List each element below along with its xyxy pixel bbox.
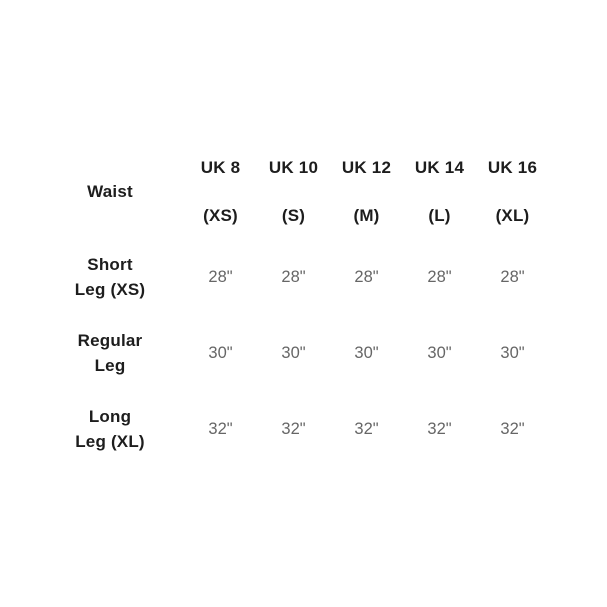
- inseam-value: 30": [281, 343, 306, 362]
- value-cell-long-uk10: [257, 391, 330, 467]
- inseam-value: 28": [281, 267, 306, 286]
- inseam-value: 32": [354, 419, 379, 438]
- row-label-line1: Short: [87, 255, 133, 274]
- inseam-value: 28": [500, 267, 525, 286]
- column-header-uk14: [403, 145, 476, 239]
- size-label: UK 14: [414, 158, 465, 177]
- value-cell-long-uk14: [403, 391, 476, 467]
- row-label-line2: Leg: [94, 356, 126, 375]
- inseam-value: 30": [427, 343, 452, 362]
- value-cell-regular-uk8: [184, 315, 257, 391]
- fit-label: (M): [353, 206, 380, 225]
- size-label: UK 10: [268, 158, 319, 177]
- inseam-value: 32": [281, 419, 306, 438]
- size-label: UK 12: [341, 158, 392, 177]
- inseam-value: 32": [427, 419, 452, 438]
- fit-label: (XS): [203, 206, 238, 225]
- inseam-value: 30": [500, 343, 525, 362]
- inseam-value: 28": [208, 267, 233, 286]
- value-cell-regular-uk14: [403, 315, 476, 391]
- corner-header-waist: [36, 145, 184, 239]
- inseam-value: 28": [427, 267, 452, 286]
- value-cell-long-uk8: [184, 391, 257, 467]
- value-cell-regular-uk10: [257, 315, 330, 391]
- row-label-line2: Leg (XS): [74, 280, 146, 299]
- size-chart-table: [36, 145, 549, 467]
- column-header-uk12: [330, 145, 403, 239]
- column-header-uk10: [257, 145, 330, 239]
- inseam-value: 30": [208, 343, 233, 362]
- value-cell-regular-uk16: [476, 315, 549, 391]
- value-cell-long-uk16: [476, 391, 549, 467]
- inseam-value: 32": [500, 419, 525, 438]
- column-header-uk8: [184, 145, 257, 239]
- row-label-regular-leg: [36, 315, 184, 391]
- inseam-value: 32": [208, 419, 233, 438]
- value-cell-long-uk12: [330, 391, 403, 467]
- row-label-line2: Leg (XL): [75, 432, 145, 451]
- waist-label: Waist: [87, 182, 133, 201]
- value-cell-regular-uk12: [330, 315, 403, 391]
- fit-label: (L): [428, 206, 451, 225]
- row-label-line1: Long: [88, 407, 132, 426]
- column-header-uk16: [476, 145, 549, 239]
- row-label-short-leg: [36, 239, 184, 315]
- value-cell-short-uk8: [184, 239, 257, 315]
- value-cell-short-uk12: [330, 239, 403, 315]
- inseam-value: 30": [354, 343, 379, 362]
- row-label-line1: Regular: [77, 331, 143, 350]
- fit-label: (XL): [495, 206, 530, 225]
- row-label-long-leg: [36, 391, 184, 467]
- fit-label: (S): [281, 206, 306, 225]
- inseam-value: 28": [354, 267, 379, 286]
- size-label: UK 16: [487, 158, 538, 177]
- size-label: UK 8: [200, 158, 241, 177]
- value-cell-short-uk14: [403, 239, 476, 315]
- value-cell-short-uk10: [257, 239, 330, 315]
- value-cell-short-uk16: [476, 239, 549, 315]
